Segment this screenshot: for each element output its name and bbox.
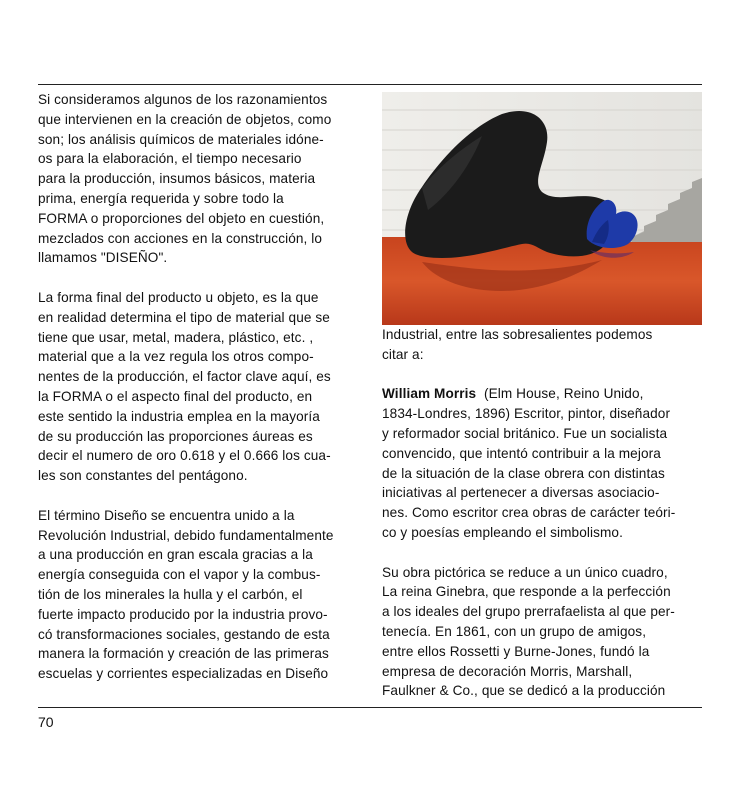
- text-line: y reformador social británico. Fue un socialista: [382, 425, 668, 441]
- text-line: Industrial, entre las sobresalientes podemos: [382, 327, 653, 342]
- text-line: tión de los minerales la hulla y el carbón, el: [38, 586, 303, 602]
- text-line: de su producción las proporciones áureas es: [38, 428, 313, 444]
- text-line: la FORMA o el aspecto final del producto, en: [38, 388, 313, 404]
- paragraph-intro: [382, 325, 702, 365]
- text-line: material que a la vez regula los otros compo-: [38, 349, 314, 365]
- text-line: energía conseguida con el vapor y la combus-: [38, 567, 321, 583]
- text-line: El término Diseño se encuentra unido a la: [38, 507, 295, 523]
- text-line: Faulkner & Co., que se dedicó a la producción: [382, 683, 666, 699]
- text-line: les son constantes del pentágono.: [38, 468, 248, 484]
- text-line: llamamos "DISEÑO".: [38, 250, 168, 266]
- william-morris-name: William Morris: [382, 386, 477, 402]
- chair-photo: [382, 92, 702, 325]
- paragraph-obra-pictorica: [382, 563, 702, 702]
- text-line: de la situación de la clase obrera con distintas: [382, 465, 665, 481]
- text-line: decir el numero de oro 0.618 y el 0.666 los cua-: [38, 448, 331, 464]
- text-line: entre ellos Rossetti y Burne-Jones, fundó la: [382, 643, 650, 659]
- text-line: nes. Como escritor crea obras de carácter teóri-: [382, 505, 676, 521]
- text-line: Si consideramos algunos de los razonamientos: [38, 92, 328, 107]
- text-line: FORMA o proporciones del objeto en cuestión,: [38, 210, 325, 226]
- text-line: manera la formación y creación de las primeras: [38, 646, 329, 662]
- text-line: tenecía. En 1861, con un grupo de amigos,: [382, 623, 647, 639]
- text-line: tiene que usar, metal, madera, plástico, etc. ,: [38, 329, 314, 345]
- page-number: 70: [38, 714, 54, 730]
- text-line: prima, energía requerida y sobre todo la: [38, 190, 284, 206]
- text-line: a una producción en gran escala gracias a la: [38, 547, 313, 563]
- text-line: nentes de la producción, el factor clave aquí, es: [38, 369, 331, 385]
- text-line: a los ideales del grupo prerrafaelista al que per-: [382, 604, 675, 620]
- text-line: Su obra pictórica se reduce a un único cuadro,: [382, 564, 668, 580]
- text-line: escuelas y corrientes especializadas en Diseño: [38, 666, 329, 682]
- text-line: convencido, que intentó contribuir a la mejora: [382, 445, 661, 461]
- text-line: os para la elaboración, el tiempo necesario: [38, 151, 302, 167]
- text-line: en realidad determina el tipo de material que se: [38, 309, 330, 325]
- text-line: 1834-Londres, 1896) Escritor, pintor, diseñador: [382, 406, 671, 422]
- paragraph-forma: [38, 90, 360, 268]
- text-line: La reina Ginebra, que responde a la perfección: [382, 584, 671, 600]
- text-line: son; los análisis químicos de materiales idóne-: [38, 131, 324, 147]
- text-line: fuerte impacto producido por la industria provo-: [38, 606, 328, 622]
- text-line: mezclados con acciones en la construcción, lo: [38, 230, 323, 246]
- text-line: para la producción, insumos básicos, materia: [38, 171, 316, 187]
- text-line: que intervienen en la creación de objetos, como: [38, 111, 332, 127]
- text-line: citar a:: [382, 346, 424, 362]
- paragraph-william-morris: [382, 384, 702, 542]
- text-line: empresa de decoración Morris, Marshall,: [382, 663, 633, 679]
- text-line: có transformaciones sociales, gestando de esta: [38, 626, 330, 642]
- top-rule: [38, 84, 702, 85]
- paragraph-material: [38, 288, 360, 486]
- text-line: La forma final del producto u objeto, es la que: [38, 289, 319, 305]
- text-line: co y poesías empleando el simbolismo.: [382, 524, 623, 540]
- text-line: [382, 384, 702, 404]
- paragraph-revolucion: [38, 506, 360, 684]
- left-column: [38, 90, 360, 704]
- text-line: Revolución Industrial, debido fundamentalmente: [38, 527, 334, 543]
- text-line: iniciativas al pertenecer a diversas asociacio-: [382, 485, 660, 501]
- right-column: [382, 325, 702, 721]
- bottom-rule: [38, 707, 702, 708]
- text-fragment: (Elm House, Reino Unido,: [476, 386, 644, 402]
- text-line: este sentido la industria emplea en la mayoría: [38, 408, 320, 424]
